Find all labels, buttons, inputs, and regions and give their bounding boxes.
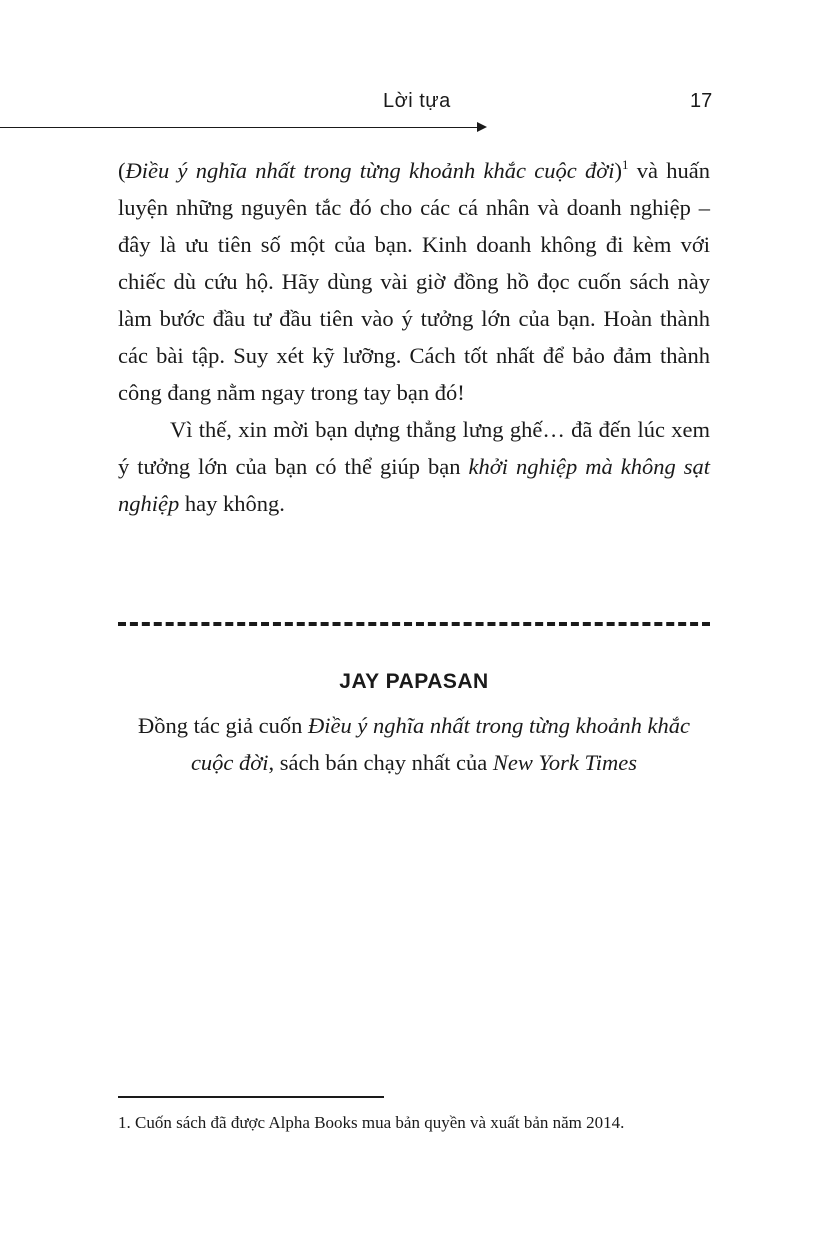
publication-name: New York Times	[492, 750, 638, 775]
page-number: 17	[690, 90, 713, 112]
author-name: JAY PAPASAN	[339, 670, 489, 693]
footnote: 1. Cuốn sách đã được Alpha Books mua bản quyền và xuất bản năm 2014.	[118, 1113, 625, 1132]
paragraph-text: và huấn luyện những nguyên tắc đó cho các cá nhân và doanh nghiệp – đây là ưu tiên số một của bạn. Kinh doanh không đi kèm với chiếc dù cứu hộ. Hãy dùng vài giờ đồng hồ đọc cuốn sách này làm bước đầu tư đầu tiên vào ý tưởng lớn của bạn. Hoàn thành các bài tập. Suy xét kỹ lưỡng. Cách tốt nhất để bảo đảm thành công đang nằm ngay trong tay bạn đó!	[118, 158, 710, 405]
author-description	[118, 707, 710, 781]
close-paren: )	[614, 158, 622, 183]
paragraph-text: hay không.	[179, 491, 285, 516]
paragraph	[118, 411, 710, 522]
paragraph-text: Vì thế, xin mời bạn dựng thẳng lưng ghế… đã đến lúc xem ý tưởng lớn của bạn có thể giúp bạn	[118, 417, 710, 479]
footnote-reference[interactable]: 1	[621, 157, 629, 172]
open-paren: (	[118, 158, 126, 183]
chapter-title: Lời tựa	[383, 90, 451, 112]
footnote-rule	[118, 1096, 384, 1098]
section-divider	[118, 622, 710, 626]
book-title: Điều ý nghĩa nhất trong từng khoảnh khắc cuộc đời	[125, 158, 615, 183]
body-text	[118, 152, 710, 522]
running-header	[0, 84, 839, 144]
arrow-right-icon	[477, 122, 487, 132]
author-desc-middle: , sách bán chạy nhất của	[268, 750, 493, 775]
author-book-title: Điều ý nghĩa nhất trong từng khoảnh khắc cuộc đời	[190, 713, 690, 775]
header-rule	[0, 127, 478, 128]
author-desc-prefix: Đồng tác giả cuốn	[138, 713, 308, 738]
emphasis-text: khởi nghiệp mà không sạt nghiệp	[118, 454, 710, 516]
paragraph	[118, 152, 710, 411]
